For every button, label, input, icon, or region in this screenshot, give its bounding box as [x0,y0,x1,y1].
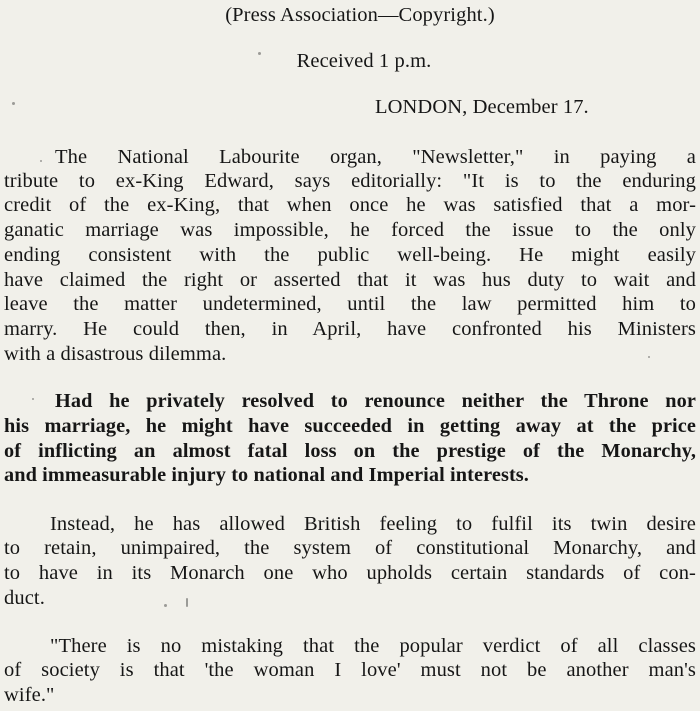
ink-speck [258,52,261,55]
ink-speck [12,102,15,105]
paragraph-line: leave the matter undetermined, until the law permitted him to [4,293,696,315]
paragraph-line: to have in its Monarch one who upholds certain standards of con- [4,562,696,584]
ink-speck [40,160,42,162]
paragraph-line: tribute to ex-King Edward, says editorially: "It is to the enduring [4,170,696,192]
ink-speck [186,598,188,607]
paragraph-line: his marriage, he might have succeeded in getting away at the price [4,415,696,437]
paragraph-line: of inflicting an almost fatal loss on the prestige of the Monarchy, [4,440,696,462]
paragraph-line: ending consistent with the public well-being. He might easily [4,244,696,266]
paragraph-line: Had he privately resolved to renounce neither the Throne nor [55,390,696,412]
dateline: LONDON, December 17. [375,96,589,118]
paragraph-line: credit of the ex-King, that when once he was satisfied that a mor- [4,194,696,216]
press-credit: (Press Association—Copyright.) [225,4,495,26]
paragraph-line: Instead, he has allowed British feeling to fulfil its twin desire [50,513,696,535]
paragraph-line: "There is no mistaking that the popular verdict of all classes [50,635,696,657]
paragraph-line: to retain, unimpaired, the system of constitutional Monarchy, and [4,537,696,559]
paragraph-line: The National Labourite organ, "Newsletter," in paying a [55,146,696,168]
received-time: Received 1 p.m. [296,50,432,72]
paragraph-line: of society is that 'the woman I love' must not be another man's [4,659,696,681]
ink-speck [648,356,650,358]
ink-speck [164,604,167,607]
paragraph-line: ganatic marriage was impossible, he forced the issue to the only [4,219,696,241]
paragraph-line: and immeasurable injury to national and Imperial interests. [4,464,529,486]
paragraph-line: duct. [4,587,45,609]
paragraph-line: marry. He could then, in April, have confronted his Ministers [4,318,696,340]
paragraph-line: have claimed the right or asserted that it was hus duty to wait and [4,269,696,291]
ink-speck [32,398,34,400]
paragraph-line: with a disastrous dilemma. [4,343,227,365]
paragraph-line: wife." [4,684,55,706]
